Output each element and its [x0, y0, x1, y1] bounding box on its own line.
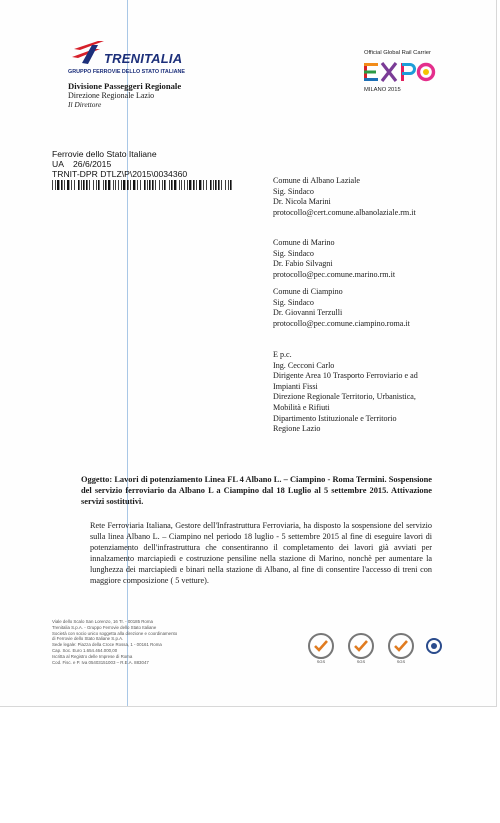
cc-line: Ing. Cecconi Carlo [273, 360, 335, 370]
footer-line: di Ferrovie dello Stato Italiane S.p.A. [52, 636, 124, 642]
cert-label: SGS [396, 659, 406, 664]
cert-label: SGS [356, 659, 366, 664]
brand-name: TRENITALIA [104, 51, 183, 66]
protocol-line-1: Ferrovie dello Stato Italiane [52, 149, 157, 159]
recipient-name: Dr. Nicola Marini [273, 197, 331, 207]
footer-line: Sede legale: Piazza della Croce Rossa, 1 - 00161 Roma [52, 642, 162, 648]
cc-line: Direzione Regionale Territorio, Urbanistica, [273, 392, 416, 402]
company-footer [52, 619, 177, 665]
division-name: Divisione Passeggeri Regionale [68, 81, 182, 91]
subject-text: Lavori di potenziamento Linea FL 4 Albano L. – Ciampino - Roma Termini. Sospensione del servizio ferroviario da Albano L a Ciampino dal 18 Luglio al 5 settembre 2015. Attivazione servizi sostitutivi. [81, 475, 432, 506]
cc-label: E p.c. [273, 350, 292, 359]
director-title: Il Direttore [68, 100, 102, 109]
recipient-role: Sig. Sindaco [273, 248, 314, 258]
recipient-role: Sig. Sindaco [273, 186, 314, 196]
body-paragraph: Rete Ferroviaria Italiana, Gestore dell'Infrastruttura Ferroviaria, ha disposto la sospensione del servizio sulla linea Albano L. – Ciampino nel periodo 18 luglio - 5 settembre 2015 al fine di eseguire lavori di potenziamento dell'infrastruttura che consentiranno il completamento dei lavori già avviati per innalzamento marciapiedi e costruzione pensiline nella stazione di Marino, nonchè per aumentare la lunghezza dei marciapiedi e binari nella stazione di Albano, al fine di consentire l'accesso di treni con maggiore composizione ( 5 vetture). [90, 521, 432, 585]
accreditation-seal-icon [427, 639, 441, 653]
protocol-stamp [52, 149, 187, 180]
recipient-email: protocollo@pec.comune.ciampino.roma.it [273, 318, 410, 328]
recipient-name: Dr. Giovanni Terzulli [273, 308, 343, 318]
cc-line: Dirigente Area 10 Trasporto Ferroviario e ad [273, 371, 418, 381]
recipient-role: Sig. Sindaco [273, 297, 314, 307]
recipient-albano [273, 176, 416, 218]
cc-line: Mobilità e Rifiuti [273, 402, 330, 412]
scan-artifact-line [127, 0, 128, 706]
protocol-line-3: TRNIT-DPR DTLZ\P\2015\0034360 [52, 169, 188, 180]
cc-line: Regione Lazio [273, 424, 321, 434]
expo-logo-icon [364, 61, 438, 83]
recipient-email: protocollo@cert.comune.albanolaziale.rm.it [273, 207, 416, 217]
expo-city-year: MILANO 2015 [364, 87, 401, 93]
barcode-icon [52, 180, 234, 190]
recipient-org: Comune di Albano Laziale [273, 176, 360, 185]
recipient-name: Dr. Fabio Silvagni [273, 259, 333, 269]
footer-line: Viale dello Scalo San Lorenzo, 16 Tr. - 00185 Roma [52, 619, 153, 624]
footer-line: Trenitalia S.p.A. - Gruppo Ferrovie dello Stato Italiane [52, 624, 157, 630]
cert-label: SGS [316, 659, 326, 664]
sgs-badge-icon [349, 634, 373, 664]
brand-subtitle: GRUPPO FERROVIE DELLO STATO ITALIANE [68, 69, 185, 75]
recipient-email: protocollo@pec.comune.marino.rm.it [273, 269, 396, 279]
expo-carrier-label: Official Global Rail Carrier [364, 50, 431, 56]
recipient-marino [273, 238, 395, 280]
subject-label: Oggetto: [81, 475, 113, 484]
recipient-org: Comune di Marino [273, 238, 335, 247]
footer-line: Iscritta al Registro delle Imprese di Roma [52, 653, 133, 659]
footer-line: Cod. Fisc. e P. Iva 05403151003 – R.E.A. 883047 [52, 659, 149, 665]
certification-badges [306, 632, 446, 664]
footer-line: Società con socio unico soggetta alla direzione e coordinamento [52, 630, 178, 636]
cc-line: Dipartimento Istituzionale e Territorio [273, 413, 397, 423]
cc-line: Impianti Fissi [273, 381, 318, 391]
recipient-org: Comune di Ciampino [273, 287, 343, 296]
cc-block [273, 350, 418, 435]
recipient-ciampino [273, 287, 410, 329]
footer-line: Cap. Soc. Euro 1.654.464.000,00 [52, 647, 118, 653]
direction-name: Direzione Regionale Lazio [68, 91, 155, 100]
protocol-line-2: UA 26/6/2015 [52, 159, 112, 170]
sgs-badge-icon [309, 634, 333, 664]
sgs-badge-icon [389, 634, 413, 664]
subject-line [81, 474, 432, 507]
